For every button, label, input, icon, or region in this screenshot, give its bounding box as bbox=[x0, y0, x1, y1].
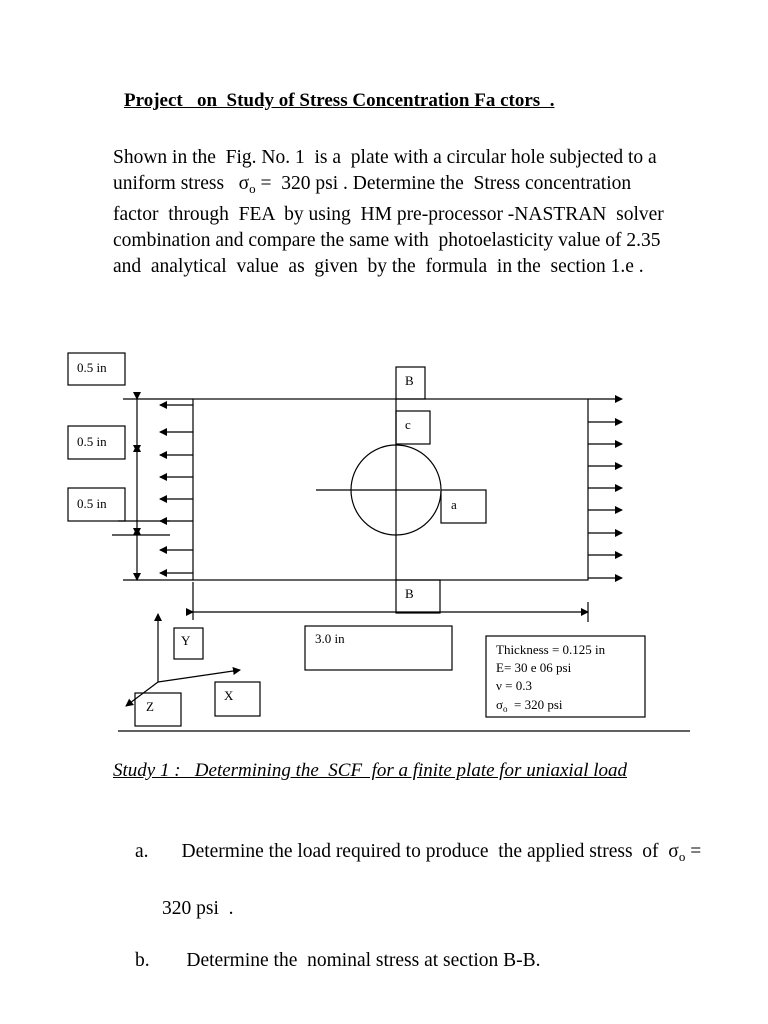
task-item-a: a. Determine the load required to produce the applied stress of $\sigma_o$ = bbox=[135, 841, 702, 864]
intro-line-5: and analytical value as given by the formula in the section 1.e . bbox=[113, 256, 644, 277]
axis-y-label: Y bbox=[181, 633, 191, 648]
section-bottom-box bbox=[396, 580, 440, 613]
point-c-box bbox=[396, 411, 430, 444]
point-a-label: a bbox=[451, 497, 457, 512]
prop-poisson: ν = 0.3 bbox=[496, 678, 532, 693]
prop-thickness: Thickness = 0.125 in bbox=[496, 642, 606, 657]
axis-x-box bbox=[215, 682, 260, 716]
dim-label-2: 0.5 in bbox=[77, 434, 107, 449]
prop-stress: $\sigma_o = 320$ psi bbox=[496, 697, 563, 714]
width-dim-label: 3.0 in bbox=[315, 631, 345, 646]
dim-label-3: 0.5 in bbox=[77, 496, 107, 511]
prop-modulus: E= 30 e 06 psi bbox=[496, 660, 572, 675]
task-item-b: b. Determine the nominal stress at section B-B. bbox=[135, 950, 541, 971]
intro-line-4: combination and compare the same with photoelasticity value of 2.35 bbox=[113, 230, 661, 251]
section-bottom-label: B bbox=[405, 586, 414, 601]
study-heading: Study 1 : Determining the SCF for a finite plate for uniaxial load bbox=[113, 760, 628, 781]
point-c-label: c bbox=[405, 417, 411, 432]
axis-z-box bbox=[135, 693, 181, 726]
intro-line-1: Shown in the Fig. No. 1 is a plate with a circular hole subjected to a bbox=[113, 147, 657, 168]
task-item-a-continued: 320 psi . bbox=[162, 898, 234, 919]
intro-line-2: uniform stress $\sigma_o = 320$ psi . Determine the Stress concentration bbox=[113, 173, 632, 196]
project-title: Project on Study of Stress Concentration Fa ctors . bbox=[124, 90, 555, 111]
dim-label-1: 0.5 in bbox=[77, 360, 107, 375]
axis-x-label: X bbox=[224, 688, 234, 703]
study-task-list bbox=[135, 813, 701, 1000]
section-top-label: B bbox=[405, 373, 414, 388]
axis-z-label: Z bbox=[146, 699, 154, 714]
point-a-box bbox=[441, 490, 486, 523]
intro-line-3: factor through FEA by using HM pre-processor -NASTRAN solver bbox=[113, 204, 664, 225]
